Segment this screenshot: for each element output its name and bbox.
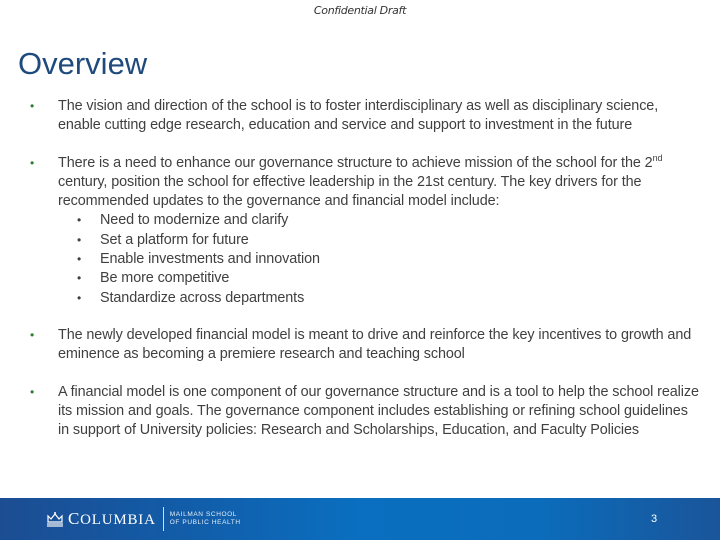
logo-divider — [163, 507, 164, 531]
sub-bullet-item: • Need to modernize and clarify — [58, 211, 702, 230]
bullet-text: The newly developed financial model is meant to drive and reinforce the key incentives to growth and eminence as becoming a premiere research and teaching school — [58, 326, 692, 363]
bullet-icon: • — [30, 99, 35, 113]
bullet-item-governance-component — [30, 383, 702, 441]
sub-bullet-icon: • — [77, 252, 82, 267]
crown-icon — [46, 511, 64, 527]
superscript-nd: nd — [652, 152, 663, 163]
sub-bullet-item: • Be more competitive — [58, 269, 702, 288]
bullet-item-governance — [30, 154, 702, 308]
bullet-item-financial-model — [30, 326, 702, 365]
sub-bullet-item: • Set a platform for future — [58, 231, 702, 250]
bullet-text: The vision and direction of the school is to foster interdisciplinary as well as disciplinary science, enable cutting edge research, education and service and support to investment in the future — [58, 98, 659, 134]
sub-bullet-icon: • — [77, 213, 82, 228]
columbia-mailman-logo — [46, 508, 241, 530]
sub-bullet-icon: • — [77, 271, 82, 286]
sub-bullet-icon: • — [77, 290, 82, 305]
columbia-wordmark: COLUMBIA — [68, 509, 156, 528]
bullet-icon: • — [30, 384, 35, 399]
bullet-text: There is a need to enhance our governance structure to achieve mission of the school for the 2nd century, position the school for effective leadership in the 21st century. The key drivers for the recommended updates to the governance and financial model include: — [58, 152, 663, 210]
school-name: MAILMAN SCHOOL OF PUBLIC HEALTH — [169, 511, 241, 526]
sub-bullet-item: • Enable investments and innovation — [58, 250, 702, 269]
sub-bullet-icon: • — [77, 232, 82, 247]
slide-title: Overview — [18, 46, 148, 81]
key-drivers-list — [58, 211, 702, 307]
sub-bullet-item: • Standardize across departments — [58, 289, 702, 308]
page-number: 3 — [651, 513, 658, 525]
footer-bar — [0, 498, 720, 540]
bullet-icon: • — [30, 155, 35, 170]
bullet-item-vision — [30, 97, 702, 136]
bullet-icon: • — [30, 327, 35, 342]
bullet-list — [30, 97, 702, 440]
confidential-note: Confidential Draft — [313, 4, 407, 17]
bullet-text: A financial model is one component of our governance structure and is a tool to help the school realize its mission and goals. The governance component includes establishing or refining school guidelines in support of University policies: Research and Scholarships, Education, and Faculty Policies — [58, 383, 699, 439]
